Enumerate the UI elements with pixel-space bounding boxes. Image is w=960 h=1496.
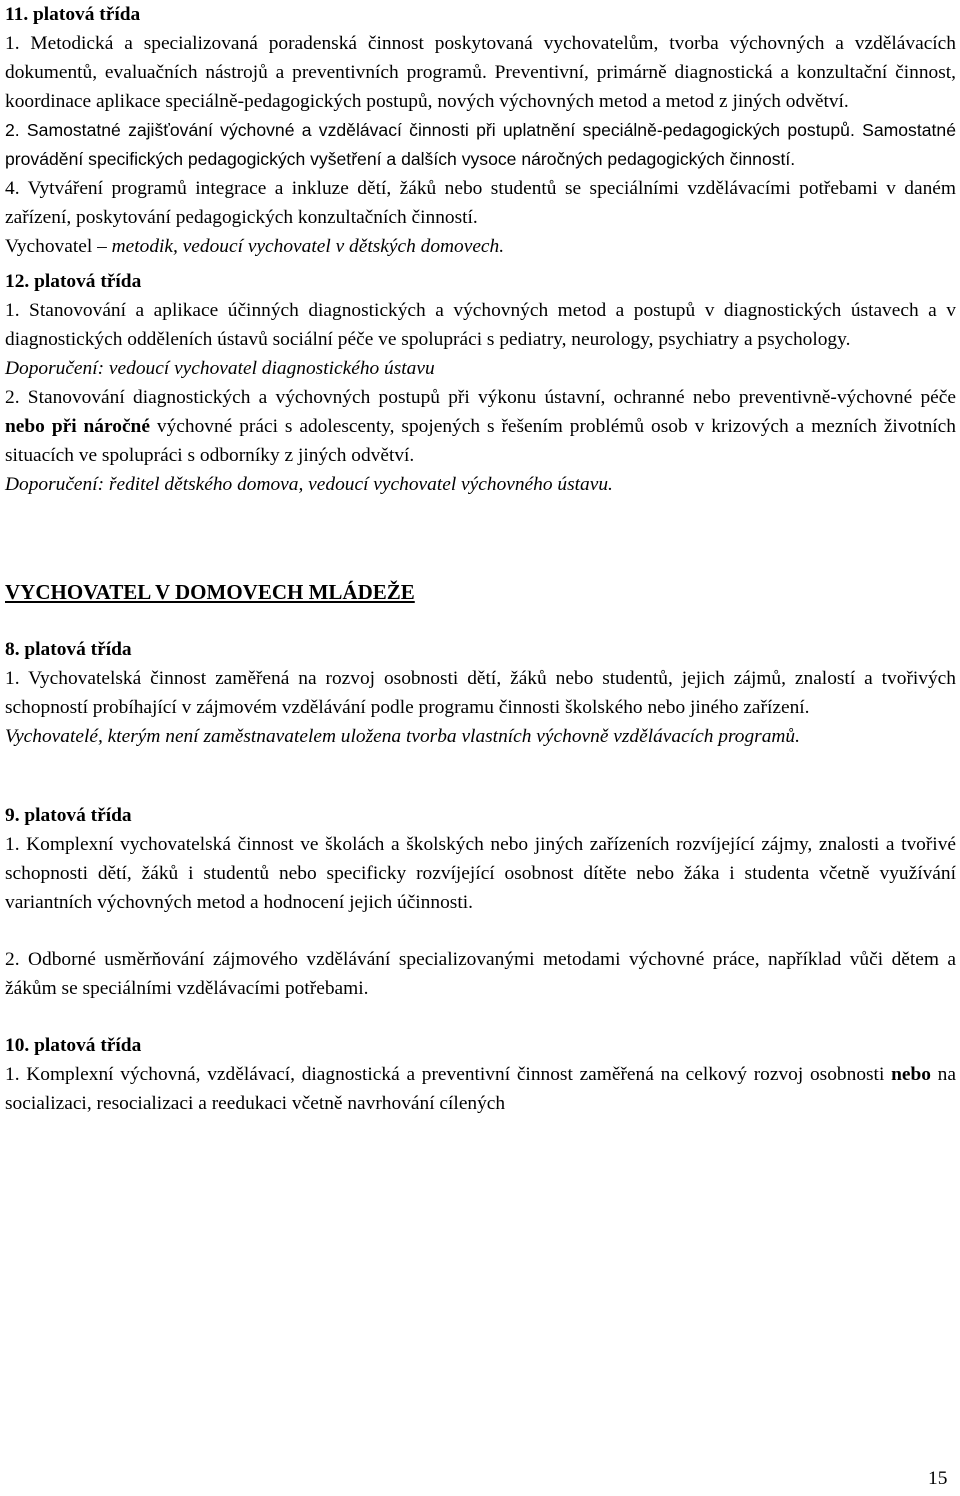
class-12-item-2-space (45, 416, 52, 437)
class-11-item-2-part-2: Samostatné provádění specifických pedagogických vyšetření a dalších vysoce náročných pedagogických činností. (5, 120, 956, 169)
class-12-heading: 12. platová třída (5, 271, 142, 292)
class-12-item-2-text-b: výchovné práci s adolescenty, spojených s řešením problémů osob v krizových a mezních životních situacích ve spolupráci s odborníky z jiných odvětví. (5, 416, 956, 466)
spacer (5, 917, 956, 945)
spacer (5, 499, 956, 578)
class-11-note (5, 232, 956, 261)
class-11-item-1: 1. Metodická a specializovaná poradenská činnost poskytovaná vychovatelům, tvorba výchovných a vzdělávacích dokumentů, evaluačních nástrojů a preventivních programů. Preventivní, primárně diagnostická a konzultační činnost, koordinace aplikace speciálně-pedagogických postupů, nových výchovných metod a metod z jiných odvětví. (5, 33, 956, 112)
class-11-note-prefix: Vychovatel – (5, 236, 112, 257)
section-title: VYCHOVATEL V DOMOVECH MLÁDEŽE (5, 580, 415, 604)
page-number: 15 (928, 1468, 948, 1489)
class-11-heading: 11. platová třída (5, 4, 141, 25)
class-10-item-1-text-b: na socializaci, resocializaci a reedukaci včetně navrhování cílených (5, 1064, 956, 1114)
document-page (5, 0, 956, 1118)
class-11-item-4: 4. Vytváření programů integrace a inkluze dětí, žáků nebo studentů se speciálními vzdělávacími potřebami v daném zařízení, poskytování pedagogických konzultačních činností. (5, 178, 956, 228)
class-12-item-2-bold-2: při náročné (51, 416, 150, 437)
spacer (5, 751, 956, 801)
class-8-heading: 8. platová třída (5, 639, 132, 660)
class-11-note-italic: metodik, vedoucí vychovatel v dětských domovech. (111, 236, 505, 257)
spacer (5, 607, 956, 635)
class-9-item-2: 2. Odborné usměrňování zájmového vzdělávání specializovanými metodami výchovné práce, například vůči dětem a žákům se speciálními vzdělávacími potřebami. (5, 949, 956, 999)
class-12-item-1: 1. Stanovování a aplikace účinných diagnostických a výchovných metod a postupů v diagnostických ústavech a v diagnostických odděleních ústavů sociální péče ve spolupráci s pediatry, neurology, psychiatry a psychology. (5, 300, 956, 350)
class-12-recommendation-1: Doporučení: vedoucí vychovatel diagnostického ústavu (5, 358, 435, 379)
class-11-item-2 (5, 116, 956, 174)
class-12-item-2 (5, 383, 956, 470)
class-10-item-1-bold: nebo (891, 1064, 931, 1085)
spacer (5, 1003, 956, 1031)
class-11-item-2-part-1: 2. Samostatné zajišťování výchovné a vzdělávací činnosti při uplatnění speciálně-pedagogických postupů. (5, 120, 855, 140)
class-8-item-1: 1. Vychovatelská činnost zaměřená na rozvoj osobnosti dětí, žáků nebo studentů, jejich zájmů, znalostí a tvořivých schopností probíhající v zájmovém vzdělávání podle programu činnosti školského nebo jiného zařízení. (5, 668, 956, 718)
class-9-item-1: 1. Komplexní vychovatelská činnost ve školách a školských nebo jiných zařízeních rozvíjející zájmy, znalosti a tvořivé schopnosti dětí, žáků i studentů nebo specificky rozvíjející osobnost dítěte nebo žáka i studenta včetně využívání variantních výchovných metod a hodnocení jejich účinnosti. (5, 834, 956, 913)
class-10-item-1-text-a: 1. Komplexní výchovná, vzdělávací, diagnostická a preventivní činnost zaměřená na celkový rozvoj osobnosti (5, 1064, 892, 1085)
class-12-item-2-bold-1: nebo (5, 416, 45, 437)
class-9-heading: 9. platová třída (5, 805, 132, 826)
class-12-item-2-text-a: 2. Stanovování diagnostických a výchovných postupů při výkonu ústavní, ochranné nebo preventivně-výchovné péče (5, 387, 956, 408)
class-10-item-1 (5, 1060, 956, 1118)
class-8-note: Vychovatelé, kterým není zaměstnavatelem uložena tvorba vlastních výchovně vzdělávacích programů. (5, 726, 800, 747)
class-10-heading: 10. platová třída (5, 1035, 142, 1056)
class-12-recommendation-2: Doporučení: ředitel dětského domova, vedoucí vychovatel výchovného ústavu. (5, 474, 613, 495)
